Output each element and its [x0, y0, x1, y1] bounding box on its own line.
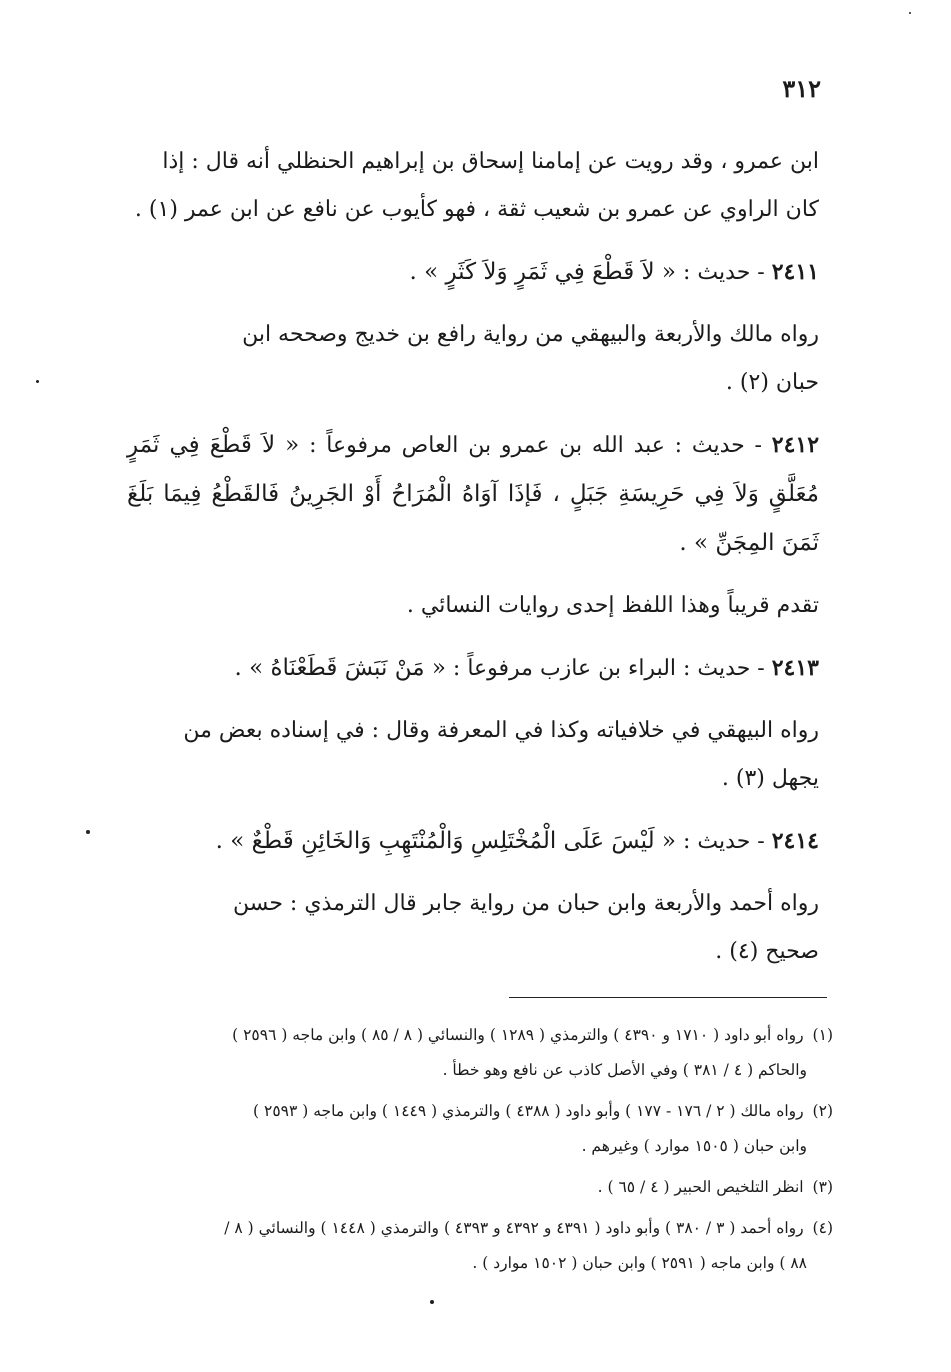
- hadith-number: ٢٤١٤: [771, 828, 819, 854]
- footnote-text: رواه مالك ( ٢ / ١٧٦ - ١٧٧ ) وأبو داود ( ٤٣٨٨ ) والترمذي ( ١٤٤٩ ) وابن ماجه ( ٢٥٩٣ ): [253, 1102, 804, 1120]
- hadith-2412: [127, 421, 819, 568]
- footnote-label: (٤): [812, 1219, 833, 1237]
- scan-speck: [909, 12, 911, 14]
- footnote-continuation: ٨٨ ) وابن ماجه ( ٢٥٩١ ) وابن حبان ( ١٥٠٢ موارد ) .: [472, 1254, 807, 1272]
- footnotes: [121, 1018, 833, 1287]
- line: رواه البيهقي في خلافياته وكذا في المعرفة وقال : في إسناده بعض من: [183, 718, 819, 743]
- line: تقدم قريباً وهذا اللفظ إحدى روايات النسائي .: [406, 593, 819, 618]
- footnote-2: [121, 1094, 833, 1164]
- hadith-text: « مَنْ نَبَشَ قَطَعْنَاهُ » .: [234, 655, 446, 681]
- footnote-separator: [509, 997, 827, 998]
- hadith-number: ٢٤١٣: [771, 655, 819, 681]
- scan-speck: [86, 830, 90, 834]
- paragraph-7: [127, 707, 819, 803]
- line: ابن عمرو ، وقد رويت عن إمامنا إسحاق بن إبراهيم الحنظلي أنه قال : إذا: [162, 149, 819, 174]
- hadith-2411: [127, 248, 819, 297]
- footnote-continuation: وابن حبان ( ١٥٠٥ موارد ) وغيرهم .: [581, 1137, 807, 1155]
- hadith-intro: - حديث : عبد الله بن عمرو بن العاص مرفوعاً :: [309, 433, 762, 458]
- paragraph-9: [127, 880, 819, 976]
- paragraph-1: [127, 138, 819, 234]
- hadith-number: ٢٤١١: [771, 259, 819, 285]
- hadith-intro: - حديث :: [683, 260, 765, 285]
- footnote-text: رواه أبو داود ( ١٧١٠ و ٤٣٩٠ ) والترمذي ( ١٢٨٩ ) والنسائي ( ٨ / ٨٥ ) وابن ماجه ( ٢٥٩٦ ): [232, 1026, 804, 1044]
- main-text: [127, 138, 819, 990]
- line: رواه أحمد والأربعة وابن حبان من رواية جابر قال الترمذي : حسن: [232, 891, 819, 916]
- footnote-3: [121, 1170, 833, 1205]
- hadith-intro: - حديث : البراء بن عازب مرفوعاً :: [452, 656, 765, 681]
- hadith-text: « لَيْسَ عَلَى الْمُخْتَلِسِ وَالْمُنْتَهِبِ وَالخَائِنِ قَطْعٌ » .: [215, 828, 677, 854]
- footnote-4: [121, 1211, 833, 1281]
- paragraph-3: [127, 311, 819, 407]
- hadith-2414: [127, 817, 819, 866]
- hadith-text: « لاَ قَطْعَ فِي ثَمَرٍ وَلاَ كَثَرٍ » .: [409, 259, 677, 285]
- footnote-label: (٢): [812, 1102, 833, 1120]
- line: كان الراوي عن عمرو بن شعيب ثقة ، فهو كأيوب عن نافع عن ابن عمر (١) .: [134, 197, 819, 222]
- hadith-text: « لاَ قَطْعَ فِي ثَمَرٍ مُعَلَّقٍ وَلاَ فِي حَرِيسَةِ جَبَلٍ ، فَإذَا آوَاهُ الْمُرَاحُ أَوْ الجَرِينُ فَالقَطْعُ فِيمَا بَلَغَ ثَمَنَ المِجَنِّ » .: [127, 432, 819, 556]
- footnote-text: رواه أحمد ( ٣ / ٣٨٠ ) وأبو داود ( ٤٣٩١ و ٤٣٩٢ و ٤٣٩٣ ) والترمذي ( ١٤٤٨ ) والنسائي ( ٨ /: [224, 1219, 804, 1237]
- footnote-label: (١): [812, 1026, 833, 1044]
- page-number: ٣١٢: [782, 74, 821, 103]
- footnote-label: (٣): [812, 1178, 833, 1196]
- hadith-2413: [127, 644, 819, 693]
- line: صحيح (٤) .: [715, 939, 819, 964]
- hadith-number: ٢٤١٢: [771, 432, 820, 458]
- scan-speck: [36, 380, 39, 383]
- footnote-continuation: والحاكم ( ٤ / ٣٨١ ) وفي الأصل كاذب عن نافع وهو خطأ .: [442, 1061, 807, 1079]
- paragraph-5: [127, 582, 819, 630]
- scan-speck: [430, 1300, 434, 1304]
- footnote-1: [121, 1018, 833, 1088]
- line: حبان (٢) .: [725, 370, 819, 395]
- line: رواه مالك والأربعة والبيهقي من رواية رافع بن خديج وصححه ابن: [242, 322, 819, 347]
- line: يجهل (٣) .: [721, 766, 819, 791]
- footnote-text: انظر التلخيص الحبير ( ٤ / ٦٥ ) .: [597, 1178, 804, 1196]
- hadith-intro: - حديث :: [683, 829, 765, 854]
